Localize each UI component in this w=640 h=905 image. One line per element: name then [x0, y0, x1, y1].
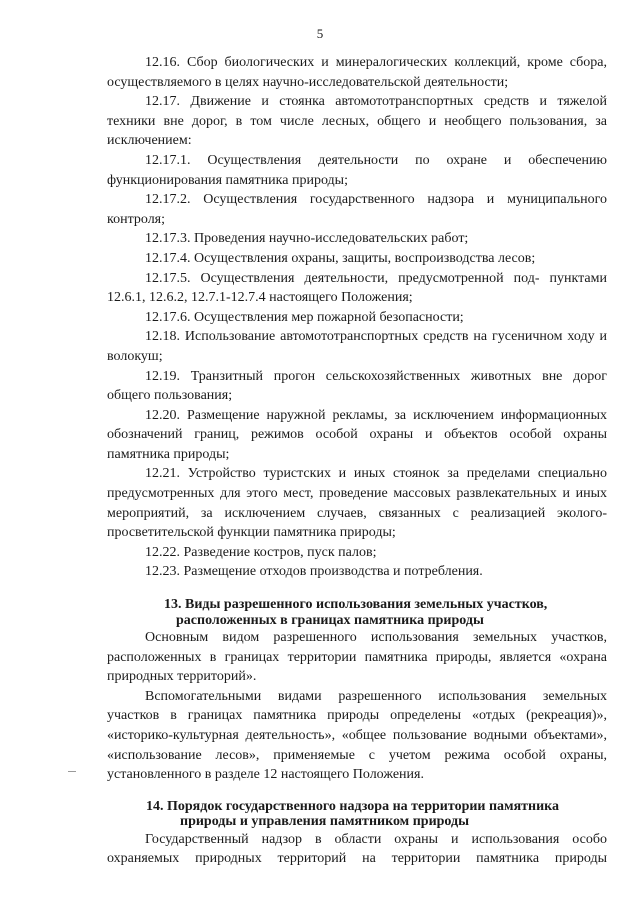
list-item-12-17-5: 12.17.5. Осуществления деятельности, предусмотренной под- пунктами 12.6.1, 12.6.2, 12.7.1-12.7.4 настоящего Положения;	[107, 270, 607, 306]
list-item-12-16: 12.16. Сбор биологических и минералогических коллекций, кроме сбора, осуществляемого в целях научно-исследовательской деятельности;	[107, 55, 607, 90]
list-item-12-22: 12.22. Разведение костров, пуск палов;	[145, 544, 377, 560]
list-item-12-17-6: 12.17.6. Осуществления мер пожарной безопасности;	[145, 309, 464, 325]
list-item-12-23: 12.23. Размещение отходов производства и потребления.	[145, 564, 483, 580]
list-item-12-17-2: 12.17.2. Осуществления государственного надзора и муниципального контроля;	[107, 192, 607, 227]
page-number: 5	[316, 26, 324, 41]
list-item-12-19: 12.19. Транзитный прогон сельскохозяйственных животных вне дорог общего пользования;	[107, 368, 607, 404]
list-item-12-17-1: 12.17.1. Осуществления деятельности по охране и обеспечению функционирования памятника природы;	[107, 152, 607, 188]
section-14-heading-line-1: 14. Порядок государственного надзора на территории памятника	[146, 798, 560, 814]
section-13-paragraph-2: Вспомогательными видами разрешенного использования земельных участков в границах памятника природы определены «отдых (рекреация)», «историко-культурная деятельность», «общее пользование водными объектами», «использование лесов», применяемые с учетом режима особой охраны, установленного в разделе 12 настоящего Положения.	[107, 688, 607, 783]
list-item-12-21: 12.21. Устройство туристских и иных стоянок за пределами специально предусмотренных для этого мест, проведение массовых развлекательных и иных мероприятий, за исключением случаев, связанных с реализацией эколого-просветительской функции памятника природы;	[107, 466, 607, 541]
section-14-paragraph-1: Государственный надзор в области охраны и использования особо охраняемых природных территорий на территории памятника природы	[107, 831, 607, 867]
section-13-heading	[107, 597, 607, 628]
margin-mark	[68, 771, 76, 772]
section-13-heading-line-2: расположенных в границах памятника природы	[176, 612, 484, 628]
list-item-12-17-3: 12.17.3. Проведения научно-исследовательских работ;	[145, 231, 469, 247]
section-13-paragraph-1: Основным видом разрешенного использования земельных участков, расположенных в границах территории памятника природы, является «охрана природных территорий».	[107, 630, 607, 685]
section-14-heading	[107, 799, 607, 830]
document-body	[107, 53, 607, 869]
section-14-heading-line-2: природы и управления памятником природы	[180, 814, 470, 830]
section-13-heading-line-1: 13. Виды разрешенного использования земельных участков,	[164, 597, 548, 613]
list-item-12-20: 12.20. Размещение наружной рекламы, за исключением информационных обозначений границ, режимов особой охраны и объектов особой охраны памятника природы;	[107, 407, 607, 462]
list-item-12-17-4: 12.17.4. Осуществления охраны, защиты, воспроизводства лесов;	[145, 250, 536, 266]
list-item-12-18: 12.18. Использование автомототранспортных средств на гусеничном ходу и волокуш;	[107, 329, 607, 364]
list-item-12-17: 12.17. Движение и стоянка автомототранспортных средств и тяжелой техники вне дорог, в том числе лесных, общего и необщего пользования, за исключением:	[107, 94, 607, 149]
